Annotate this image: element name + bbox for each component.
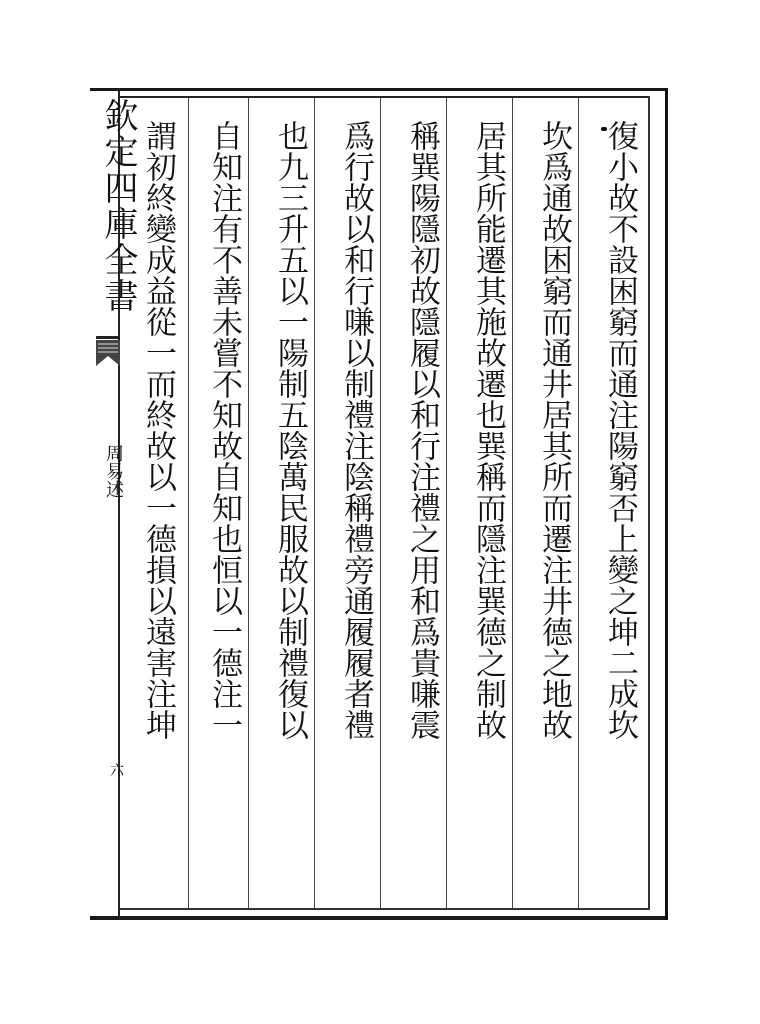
text-column-2: 坎爲通故困窮而通井居其所而遷注井德之地故 — [536, 120, 572, 740]
column-rule — [446, 98, 447, 908]
text-column-5: 爲行故以和行嗛以制禮注陰稱禮旁通履履者禮 — [338, 120, 374, 740]
text-column-1: 復小故不設困窮而通注陽窮否上變之坤二成坎 — [602, 120, 638, 740]
column-rule — [578, 98, 579, 908]
right-border — [665, 88, 668, 920]
top-border — [90, 88, 668, 91]
text-column-6: 也九三升五以一陽制五陰萬民服故以制禮復以 — [272, 120, 308, 740]
spine-title: 欽定四庫全書 — [98, 98, 138, 314]
text-column-4: 稱巽陽隱初故隱履以和行注禮之用和爲貴嗛震 — [404, 120, 440, 740]
page-number: 六 — [110, 763, 124, 779]
text-column-7: 自知注有不善未嘗不知故自知也恒以一德注一 — [206, 120, 242, 740]
text-column-8: 謂初終變成益從一而終故以一德損以遠害注坤 — [140, 120, 176, 740]
column-rule — [380, 98, 381, 908]
section-title: 周易述 — [103, 444, 124, 498]
fish-tail-mark-icon — [96, 336, 120, 370]
right-inner-border — [648, 96, 650, 910]
bottom-inner-border — [118, 908, 648, 910]
text-column-3: 居其所能遷其施故遷也巽稱而隱注巽德之制故 — [470, 120, 506, 740]
top-inner-border — [118, 96, 648, 98]
column-rule — [248, 98, 249, 908]
column-rule — [512, 98, 513, 908]
column-rule — [188, 98, 189, 908]
column-rule — [314, 98, 315, 908]
bottom-border — [90, 916, 668, 920]
